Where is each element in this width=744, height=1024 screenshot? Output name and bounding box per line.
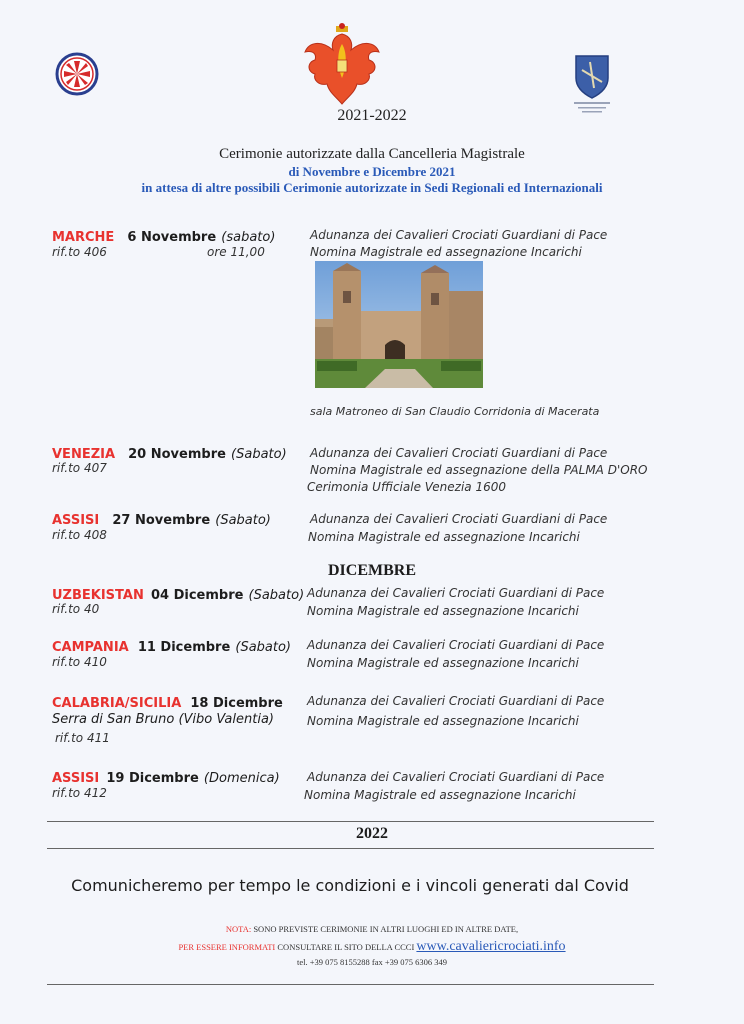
event-description-line: Adunanza dei Cavalieri Crociati Guardiani di Pace — [307, 586, 605, 600]
event-date: 19 Dicembre — [106, 771, 199, 786]
event-description-line: Adunanza dei Cavalieri Crociati Guardiani di Pace — [307, 694, 605, 708]
event-ref: rif.to 410 — [52, 655, 107, 669]
divider-line — [47, 821, 654, 822]
section-heading-dicembre: DICEMBRE — [327, 562, 416, 579]
event-day: (Sabato) — [235, 640, 292, 655]
event-region: ASSISI — [52, 771, 100, 786]
event-marche — [52, 226, 275, 245]
event-description-line: Adunanza dei Cavalieri Crociati Guardiani di Pace — [310, 512, 608, 526]
event-venezia — [52, 443, 287, 462]
divider-line — [47, 848, 654, 849]
footer-note-label: NOTA: — [225, 924, 252, 934]
event-ref: rif.to 406 — [52, 245, 107, 259]
event-date: 27 Novembre — [112, 513, 211, 528]
divider-line — [47, 984, 654, 985]
footer-contacts: tel. +39 075 8155288 fax +39 075 6306 349 — [296, 957, 448, 967]
event-description-line: Nomina Magistrale ed assegnazione Incarichi — [307, 604, 579, 618]
footer-info-text: CONSULTARE IL SITO DELLA CCCI — [277, 942, 415, 952]
event-date: 6 Novembre — [127, 230, 217, 245]
event-day: (sabato) — [221, 230, 276, 245]
event-ref: rif.to 40 — [52, 602, 100, 616]
event-description-line: Adunanza dei Cavalieri Crociati Guardiani di Pace — [307, 770, 605, 784]
event-description-line: Cerimonia Ufficiale Venezia 1600 — [307, 480, 506, 494]
church-photo — [315, 261, 483, 388]
event-region: ASSISI — [52, 513, 100, 528]
event-date: 04 Dicembre — [150, 588, 244, 603]
event-description-line: Adunanza dei Cavalieri Crociati Guardiani di Pace — [310, 446, 608, 460]
footer-note — [0, 924, 744, 934]
event-ref: rif.to 408 — [52, 528, 107, 542]
event-description-line: Nomina Magistrale ed assegnazione Incarichi — [304, 788, 576, 802]
event-description-line: Nomina Magistrale ed assegnazione Incarichi — [307, 656, 579, 670]
event-day: (Sabato) — [215, 513, 271, 528]
event-ref: rif.to 412 — [52, 786, 107, 800]
footer-info-label: PER ESSERE INFORMATI — [178, 942, 276, 952]
eagle-crest-logo — [303, 22, 381, 106]
event-description-line: Nomina Magistrale ed assegnazione della PALMA D'ORO — [310, 463, 648, 477]
event-region: VENEZIA — [52, 447, 116, 462]
section-heading-2022: 2022 — [356, 825, 388, 842]
event-day: (Domenica) — [203, 771, 280, 786]
event-ref: rif.to 407 — [52, 461, 107, 475]
document-title: Cerimonie autorizzate dalla Cancelleria Magistrale — [219, 146, 525, 162]
event-region: MARCHE — [52, 230, 115, 245]
event-date: 18 Dicembre — [190, 696, 283, 711]
event-description-line: Adunanza dei Cavalieri Crociati Guardiani di Pace — [307, 638, 605, 652]
left-logo — [55, 52, 99, 96]
subtitle-period: di Novembre e Dicembre 2021 — [288, 164, 456, 179]
event-date: 11 Dicembre — [137, 640, 231, 655]
website-link[interactable]: www.cavaliericrociati.info — [416, 939, 566, 954]
event-description-line: Nomina Magistrale ed assegnazione Incarichi — [308, 530, 580, 544]
event-assisi-november — [52, 509, 271, 528]
event-uzbekistan — [52, 584, 304, 603]
event-calabria-sicilia — [52, 692, 283, 711]
covid-notice: Comunicheremo per tempo le condizioni e i vincoli generati dal Covid — [71, 876, 629, 895]
event-ref: rif.to 411 — [55, 731, 110, 745]
footer-info — [0, 939, 744, 955]
event-place: Serra di San Bruno (Vibo Valentia) — [52, 712, 274, 727]
event-assisi-december — [52, 767, 280, 786]
event-description-line: Nomina Magistrale ed assegnazione Incarichi — [307, 714, 579, 728]
right-crest-logo — [568, 52, 616, 114]
event-campania — [52, 636, 291, 655]
event-region: UZBEKISTAN — [52, 588, 144, 603]
event-date: 20 Novembre — [128, 447, 226, 462]
photo-caption: sala Matroneo di San Claudio Corridonia di Macerata — [310, 405, 600, 418]
footer-note-text: SONO PREVISTE CERIMONIE IN ALTRI LUOGHI ED IN ALTRE DATE, — [253, 924, 519, 934]
event-description-line: Nomina Magistrale ed assegnazione Incarichi — [310, 245, 582, 259]
subtitle-note: in attesa di altre possibili Cerimonie autorizzate in Sedi Regionali ed Internazionali — [141, 180, 603, 195]
event-day: (Sabato) — [231, 447, 287, 462]
event-region: CALABRIA/SICILIA — [52, 696, 182, 711]
event-description-line: Adunanza dei Cavalieri Crociati Guardiani di Pace — [310, 228, 608, 242]
years-heading: 2021-2022 — [337, 107, 407, 124]
event-time: ore 11,00 — [207, 245, 265, 259]
event-day: (Sabato) — [248, 588, 305, 603]
event-region: CAMPANIA — [52, 640, 129, 655]
